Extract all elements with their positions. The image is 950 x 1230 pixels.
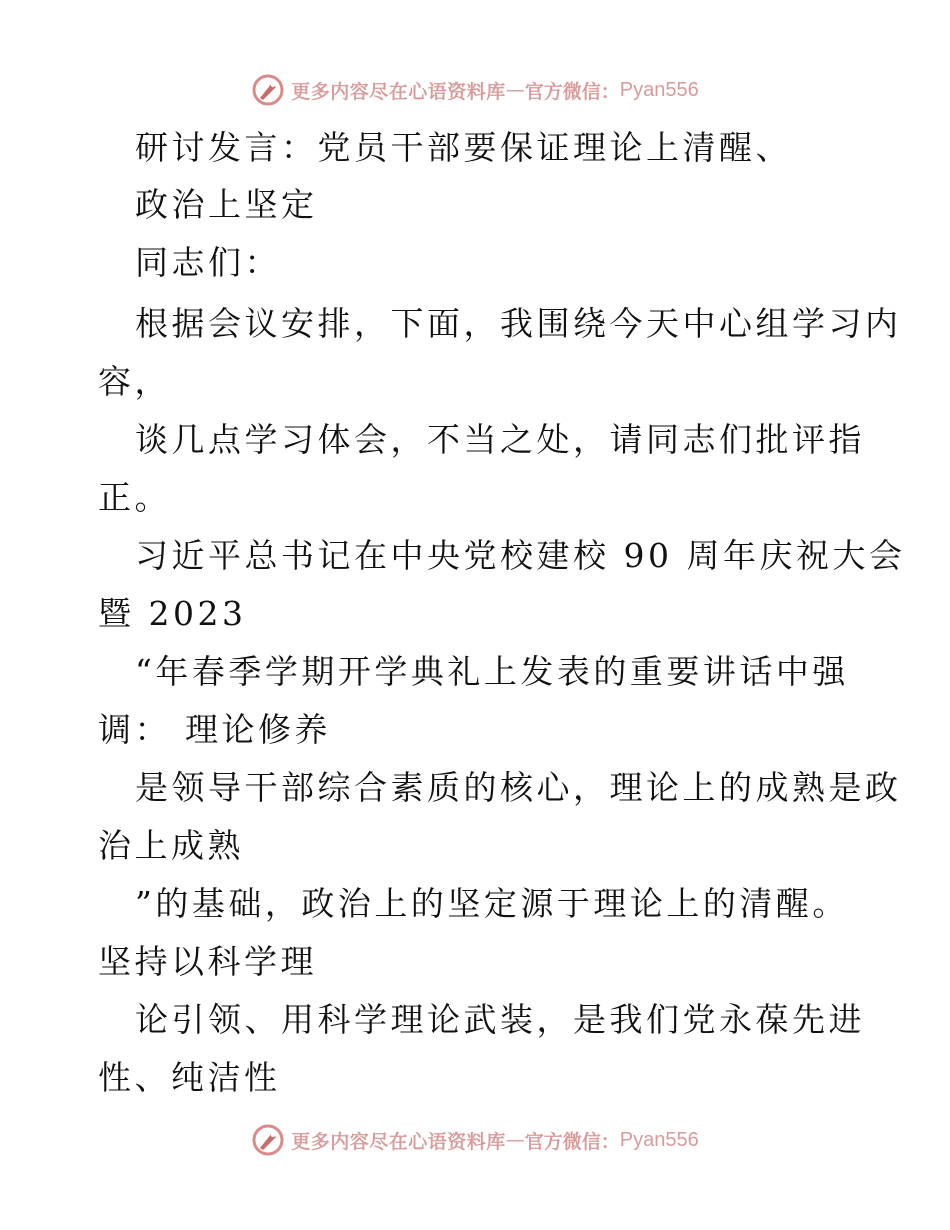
banner-wechat-label: 官方微信： [524,1130,620,1153]
header-watermark-banner [0,70,950,110]
banner-site-text: 更多内容尽在心语资料库 [291,1130,506,1153]
paragraph-line: 习近平总书记在中央党校建校 90 周年庆祝大会 [135,536,906,575]
paragraph-line: 坚持以科学理 [98,942,317,981]
title-line-2: 政治上坚定 [135,185,318,224]
pen-nib-logo-icon [251,1123,285,1157]
footer-watermark-banner [0,1120,950,1160]
paragraph-line: ”的基础，政治上的坚定源于理论上的清醒。 [135,884,849,923]
pen-nib-logo-icon [251,73,285,107]
paragraph-line: 谈几点学习体会，不当之处，请同志们批评指 [135,420,865,459]
paragraph-line: 是领导干部综合素质的核心，理论上的成熟是政 [135,768,902,807]
paragraph-line: 根据会议安排，下面，我围绕今天中心组学习内 [135,304,902,343]
title-line-1: 研讨发言：党员干部要保证理论上清醒、 [135,128,792,167]
paragraph-line: 正。 [98,478,171,517]
paragraph-line: 容， [98,362,171,401]
paragraph-line: 暨 2023 [98,594,247,633]
banner-separator: — [505,1129,525,1151]
paragraph-line: “年春季学期开学典礼上发表的重要讲话中强 [135,652,849,691]
banner-wechat-id: Pyan556 [619,1128,699,1151]
paragraph-line: 性、纯洁性 [98,1058,281,1097]
paragraph-line: 调： 理论修养 [98,710,331,749]
banner-wechat-id: Pyan556 [619,78,699,101]
banner-separator: — [505,79,525,101]
salutation: 同志们： [135,243,281,282]
banner-site-text: 更多内容尽在心语资料库 [291,80,506,103]
paragraph-line: 治上成熟 [98,826,244,865]
banner-wechat-label: 官方微信： [524,80,620,103]
paragraph-line: 论引领、用科学理论武装，是我们党永葆先进 [135,1000,865,1039]
